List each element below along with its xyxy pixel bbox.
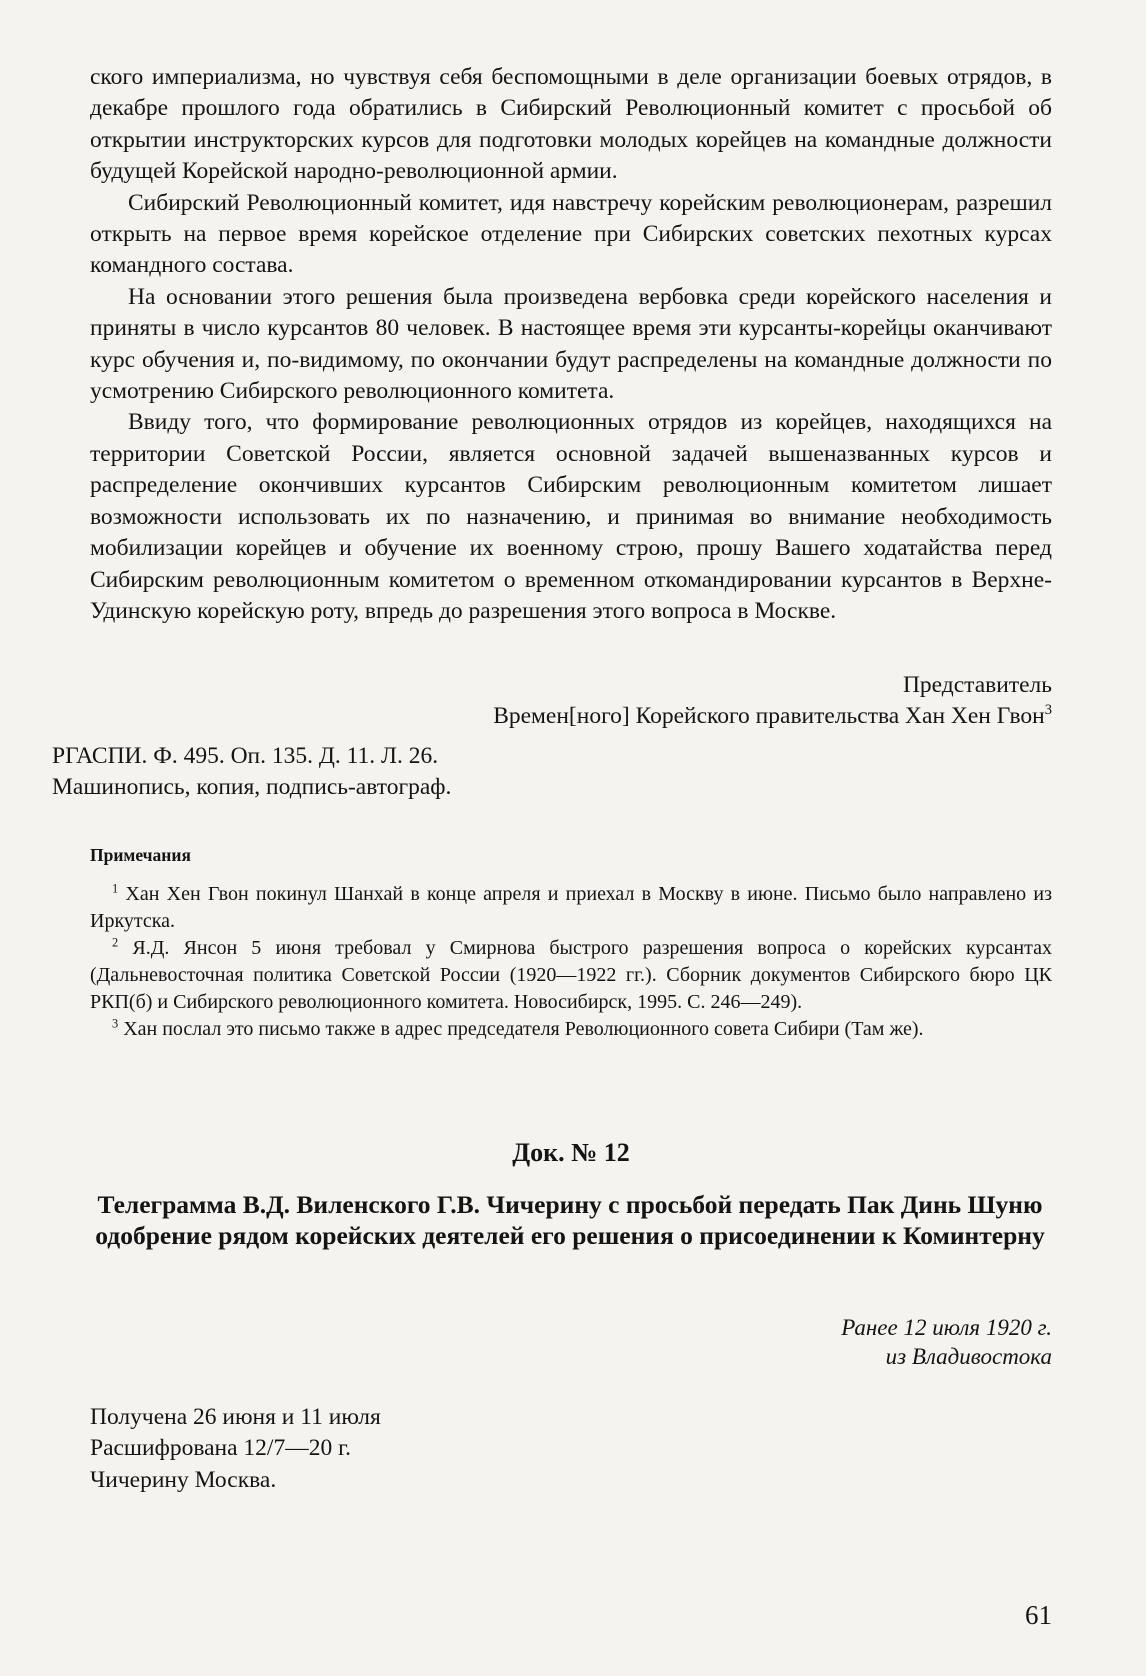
note-1-text: Хан Хен Гвон покинул Шанхай в конце апреля и приехал в Москву в июне. Письмо было направлено из Иркутска.	[90, 883, 1052, 932]
archive-citation: РГАСПИ. Ф. 495. Оп. 135. Д. 11. Л. 26.	[52, 743, 439, 769]
telegram-header	[90, 1402, 1052, 1496]
signature-name	[90, 701, 1052, 732]
note-3	[90, 1016, 1052, 1043]
note-3-text: Хан послал это письмо также в адрес председателя Революционного совета Сибири (Там же).	[123, 1018, 924, 1040]
document-number: Док. № 12	[512, 1138, 630, 1167]
page-number: 61	[1025, 1600, 1052, 1630]
document-dateline	[90, 1313, 1052, 1371]
signature-block	[90, 670, 1052, 733]
signature-name-text: Времен[ного] Корейского правительства Хан Хен Гвон	[493, 703, 1045, 730]
notes-section	[90, 842, 1052, 1043]
addressee-line: Чичерину Москва.	[90, 1466, 277, 1493]
document-date: Ранее 12 июля 1920 г.	[841, 1315, 1052, 1340]
note-2-text: Я.Д. Янсон 5 июня требовал у Смирнова быстрого разрешения вопроса о корейских курсантах (Дальневосточная политика Советской России (1920—1922 гг.). Сборник документов Сибирского бюро ЦК РКП(б) и Сибирского революционного комитета. Новосибирск, 1995. С. 246—249).	[90, 937, 1052, 1013]
footnote-ref-3: 3	[1044, 702, 1052, 719]
note-1-number: 1	[112, 881, 119, 896]
body-paragraph-1: ского империализма, но чувствуя себя беспомощными в деле организации боевых отрядов, в декабре прошлого года обратились в Сибирский Революционный комитет с просьбой об открытии инструкторских курсов для подготовки молодых корейцев на командные должности будущей Корейской народно-революционной армии.	[90, 64, 1052, 185]
note-1	[90, 881, 1052, 935]
notes-heading: Примечания	[90, 845, 191, 865]
archive-reference	[52, 741, 1014, 804]
received-line: Получена 26 июня и 11 июля	[90, 1404, 381, 1430]
note-2	[90, 935, 1052, 1016]
signature-title: Представитель	[902, 672, 1052, 698]
body-paragraph-2: Сибирский Революционный комитет, идя навстречу корейским революционерам, разрешил открыть на первое время корейское отделение при Сибирских советских пехотных курсах командного состава.	[90, 189, 1052, 279]
letter-body	[90, 62, 1052, 627]
document-title: Телеграмма В.Д. Виленского Г.В. Чичерину с просьбой передать Пак Динь Шуню одобрение рядом корейских деятелей его решения о присоединении к Коминтерну	[95, 1190, 1045, 1250]
body-paragraph-4: Ввиду того, что формирование революционных отрядов из корейцев, находящихся на территории Советской России, является основной задачей вышеназванных курсов и распределение окончивших курсантов Сибирским революционным комитетом лишает возможности использовать их по назначению, и принимая во внимание необходимость мобилизации корейцев и обучение их военному строю, прошу Вашего ходатайства перед Сибирским революционным комитетом о временном откомандировании курсантов в Верхне-Удинскую корейскую роту, впредь до разрешения этого вопроса в Москве.	[90, 409, 1052, 624]
archive-description: Машинопись, копия, подпись-автограф.	[52, 774, 452, 801]
note-2-number: 2	[112, 935, 119, 950]
note-3-number: 3	[112, 1016, 119, 1031]
document-place: из Владивостока	[885, 1344, 1052, 1369]
body-paragraph-3: На основании этого решения была произведена вербовка среди корейского населения и приняты в число курсантов 80 человек. В настоящее время эти курсанты-корейцы оканчивают курс обучения и, по-видимому, по окончании будут распределены на командные должности по усмотрению Сибирского революционного комитета.	[90, 283, 1052, 405]
decrypted-line: Расшифрована 12/7—20 г.	[90, 1435, 351, 1462]
